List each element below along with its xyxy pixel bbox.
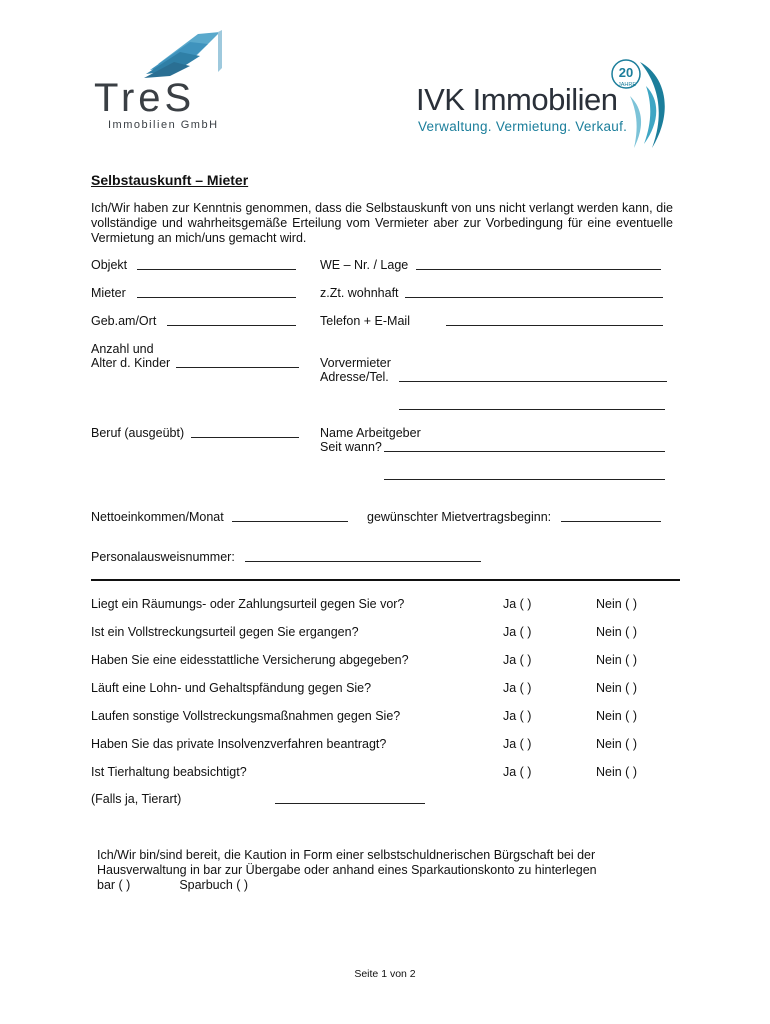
tierart-label: (Falls ja, Tierart): [91, 792, 182, 806]
wohnhaft-field[interactable]: [405, 286, 663, 298]
mietbeginn-field[interactable]: [561, 510, 661, 522]
arbeitgeber-label-line1: Name Arbeitgeber: [320, 426, 421, 440]
mietbeginn-label: gewünschter Mietvertragsbeginn:: [367, 510, 552, 524]
ausweis-label: Personalausweisnummer:: [91, 550, 235, 564]
ivk-logo-tagline: Verwaltung. Vermietung. Verkauf.: [418, 119, 628, 134]
answer-ja-insolvenz[interactable]: Ja ( ): [503, 737, 532, 751]
ivk-badge-number: 20: [618, 65, 634, 80]
wohnhaft-label: z.Zt. wohnhaft: [320, 286, 399, 300]
kaution-paragraph: [97, 848, 597, 893]
beruf-field[interactable]: [191, 426, 299, 438]
we-nr-label: WE – Nr. / Lage: [320, 258, 409, 272]
geb-field[interactable]: [167, 314, 296, 326]
question-insolvenz: Haben Sie das private Insolvenzverfahren beantragt?: [91, 737, 387, 751]
answer-ja-vollstreckungsmassnahmen[interactable]: Ja ( ): [503, 709, 532, 723]
anzahl-label-line1: Anzahl und: [91, 342, 154, 356]
answer-nein-eidesstattlich[interactable]: Nein ( ): [596, 653, 637, 667]
mieter-label: Mieter: [91, 286, 126, 300]
tres-logo-subtitle: Immobilien GmbH: [108, 119, 219, 131]
answer-nein-vollstreckungsmassnahmen[interactable]: Nein ( ): [596, 709, 637, 723]
vorvermieter-label-line2: Adresse/Tel.: [320, 370, 389, 384]
question-vollstreckungsmassnahmen: Laufen sonstige Vollstreckungsmaßnahmen gegen Sie?: [91, 709, 401, 723]
answer-nein-raeumung[interactable]: Nein ( ): [596, 597, 637, 611]
arbeitgeber-field-2[interactable]: [384, 468, 665, 480]
kaution-line2: Hausverwaltung in bar zur Übergabe oder anhand eines Sparkautionskonto zu hinterlegen: [97, 863, 597, 877]
tierart-field[interactable]: [275, 792, 425, 804]
beruf-label: Beruf (ausgeübt): [91, 426, 185, 440]
answer-nein-tierhaltung[interactable]: Nein ( ): [596, 765, 637, 779]
question-lohnpfaendung: Läuft eine Lohn- und Gehaltspfändung gegen Sie?: [91, 681, 372, 695]
page-title: Selbstauskunft – Mieter: [91, 172, 249, 188]
telefon-field[interactable]: [446, 314, 663, 326]
answer-ja-lohnpfaendung[interactable]: Ja ( ): [503, 681, 532, 695]
page-footer: Seite 1 von 2: [354, 968, 416, 980]
mieter-field[interactable]: [137, 286, 296, 298]
objekt-field[interactable]: [137, 258, 296, 270]
ivk-badge-word: JAHRE: [617, 82, 637, 88]
answer-ja-tierhaltung[interactable]: Ja ( ): [503, 765, 532, 779]
anzahl-label-line2: Alter d. Kinder: [91, 356, 171, 370]
arbeitgeber-label-line2: Seit wann?: [320, 440, 382, 454]
question-raeumung: Liegt ein Räumungs- oder Zahlungsurteil gegen Sie vor?: [91, 597, 405, 611]
objekt-label: Objekt: [91, 258, 128, 272]
answer-ja-vollstreckungsurteil[interactable]: Ja ( ): [503, 625, 532, 639]
ivk-logo-name: IVK Immobilien: [416, 82, 618, 117]
section-divider: [91, 579, 680, 581]
answer-ja-eidesstattlich[interactable]: Ja ( ): [503, 653, 532, 667]
vorvermieter-label-line1: Vorvermieter: [320, 356, 391, 370]
telefon-label: Telefon + E-Mail: [320, 314, 410, 328]
geb-label: Geb.am/Ort: [91, 314, 157, 328]
tres-logo-name: TreS: [94, 76, 196, 120]
answer-ja-raeumung[interactable]: Ja ( ): [503, 597, 532, 611]
kinder-field[interactable]: [176, 356, 299, 368]
netto-field[interactable]: [232, 510, 348, 522]
ausweis-field[interactable]: [245, 550, 481, 562]
vorvermieter-field[interactable]: [399, 370, 667, 382]
we-nr-field[interactable]: [416, 258, 661, 270]
kaution-bar-option[interactable]: bar ( ): [97, 878, 131, 892]
intro-paragraph: Ich/Wir haben zur Kenntnis genommen, dass die Selbstauskunft von uns nicht verlangt werden kann, die vollständige und wahrheitsgemäße Erteilung vom Vermieter aber zur Vorbedingung für eine eventuelle Vermietung an mich/uns gemacht wird.: [91, 201, 673, 245]
question-tierhaltung: Ist Tierhaltung beabsichtigt?: [91, 765, 247, 779]
answer-nein-lohnpfaendung[interactable]: Nein ( ): [596, 681, 637, 695]
kaution-options: [97, 878, 597, 893]
kaution-sparbuch-option[interactable]: Sparbuch ( ): [179, 878, 249, 892]
question-vollstreckungsurteil: Ist ein Vollstreckungsurteil gegen Sie ergangen?: [91, 625, 359, 639]
vorvermieter-field-2[interactable]: [399, 398, 665, 410]
answer-nein-insolvenz[interactable]: Nein ( ): [596, 737, 637, 751]
arbeitgeber-field[interactable]: [384, 440, 665, 452]
question-eidesstattlich: Haben Sie eine eidesstattliche Versicherung abgegeben?: [91, 653, 409, 667]
kaution-line1: Ich/Wir bin/sind bereit, die Kaution in Form einer selbstschuldnerischen Bürgschaft bei der: [97, 848, 596, 862]
answer-nein-vollstreckungsurteil[interactable]: Nein ( ): [596, 625, 637, 639]
netto-label: Nettoeinkommen/Monat: [91, 510, 224, 524]
